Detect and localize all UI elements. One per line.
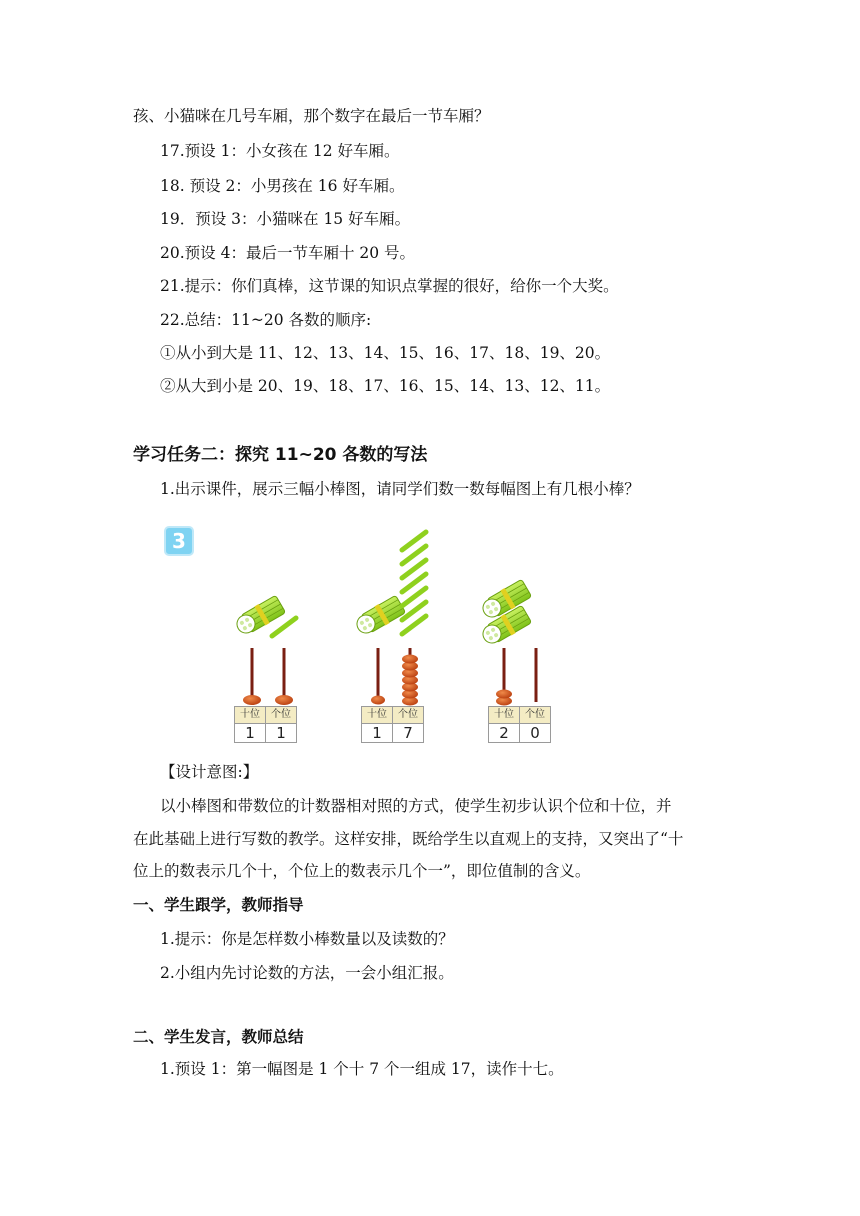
text-line: 1.提示：你是怎样数小棒数量以及读数的？ [160, 930, 454, 948]
ones-value: 7 [393, 724, 424, 743]
text-line: ②从大到小是 20、19、18、17、16、15、14、13、12、11。 [160, 377, 611, 395]
text-line: 在此基础上进行写数的教学。这样安排，既给学生以直观上的支持，又突出了“十 [133, 830, 684, 848]
text-line: 18. 预设 2：小男孩在 16 好车厢。 [160, 177, 405, 195]
text-line: 19．预设 3：小猫咪在 15 好车厢。 [160, 210, 411, 228]
abacus-rods [496, 648, 536, 706]
counting-sticks-figure [160, 520, 580, 750]
tens-header: 十位 [235, 707, 266, 724]
section-heading: 学习任务二：探究 11~20 各数的写法 [133, 445, 428, 465]
text-line: 1.预设 1：第一幅图是 1 个十 7 个一组成 17，读作十七。 [160, 1060, 564, 1078]
ones-header: 个位 [266, 707, 297, 724]
section-heading: 一、学生跟学，教师指导 [133, 896, 304, 914]
number-tag: 3 [164, 526, 194, 556]
ones-value: 0 [520, 724, 551, 743]
text-line: 21.提示：你们真棒，这节课的知识点掌握的很好，给你一个大奖。 [160, 277, 619, 295]
text-line: 17.预设 1：小女孩在 12 好车厢。 [160, 142, 400, 160]
tens-header: 十位 [362, 707, 393, 724]
text-line: ①从小到大是 11、12、13、14、15、16、17、18、19、20。 [160, 344, 611, 362]
text-line: 22.总结：11~20 各数的顺序: [160, 311, 372, 329]
text-line: 以小棒图和带数位的计数器相对照的方式，使学生初步认识个位和十位，并 [160, 797, 672, 815]
ones-value: 1 [266, 724, 297, 743]
place-value-table [361, 706, 424, 743]
ones-header: 个位 [393, 707, 424, 724]
design-intent-title: 【设计意图:】 [160, 763, 259, 781]
section-heading: 二、学生发言，教师总结 [133, 1028, 304, 1046]
abacus-rods [243, 648, 293, 705]
tens-value: 1 [362, 724, 393, 743]
bundle-icon [353, 594, 406, 638]
tens-value: 1 [235, 724, 266, 743]
ones-header: 个位 [520, 707, 551, 724]
text-line: 位上的数表示几个十，个位上的数表示几个一”，即位值制的含义。 [133, 862, 591, 880]
single-sticks-icon [402, 532, 426, 634]
text-line: 2.小组内先讨论数的方法，一会小组汇报。 [160, 964, 454, 982]
tens-header: 十位 [489, 707, 520, 724]
text-line: 1.出示课件，展示三幅小棒图，请同学们数一数每幅图上有几根小棒？ [160, 480, 640, 498]
text-line: 孩、小猫咪在几号车厢，那个数字在最后一节车厢？ [133, 107, 490, 125]
place-value-table [234, 706, 297, 743]
place-value-table [488, 706, 551, 743]
text-line: 20.预设 4：最后一节车厢十 20 号。 [160, 244, 416, 262]
abacus-rods [371, 648, 418, 706]
single-stick-icon [272, 618, 296, 636]
tens-value: 2 [489, 724, 520, 743]
